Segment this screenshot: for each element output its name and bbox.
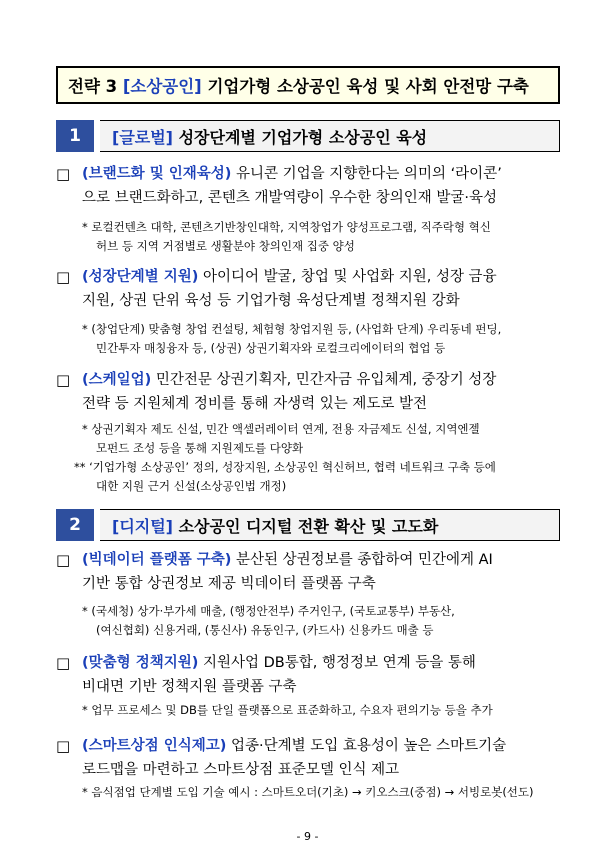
note-line: 모펀드 조성 등을 통해 지원제도를 다양화 [96,441,304,455]
bullet-custom-policy [56,651,564,699]
bullet-line2: 기반 통합 상권정보 제공 빅데이터 플랫폼 구축 [82,576,376,592]
note-line: * 로컬컨텐츠 대학, 콘텐츠기반창인대학, 지역창업가 양성프로그램, 직주락형 혁신 [82,220,491,234]
bullet-line2: 지원, 상권 단위 육성 등 기업가형 육성단계별 정책지원 강화 [82,293,460,309]
bullet-keyword: (맞춤형 정책지원) [82,655,199,671]
bullet-line2: 으로 브랜드화하고, 콘텐츠 개발역량이 우수한 창의인재 발굴·육성 [82,190,498,206]
bullet-brand [56,162,564,210]
note-line: * 음식점업 단계별 도입 기술 예시 : 스마트오더(기초) → 키오스크(중점) → 서빙로봇(선도) [82,785,534,799]
section-2-header [56,509,560,541]
strategy-title: 기업가형 소상공인 육성 및 사회 안전망 구축 [207,77,529,96]
bullet-line1: 업종·단계별 도입 효용성이 높은 스마트기술 [226,738,507,754]
section-2-title-box [100,509,560,541]
bullet-keyword: (스케일업) [82,372,152,388]
note-line: * (국세청) 상가·부가세 매출, (행정안전부) 주거인구, (국토교통부) 부동산, [82,604,455,618]
note-line: * 상권기획자 제도 신설, 민간 액셀러레이터 연계, 전용 자금제도 신설, 지역엔젤 [82,422,480,436]
bullet-line1: 아이디어 발굴, 창업 및 사업화 지원, 성장 금융 [198,269,497,285]
checkbox-marker: □ [56,165,71,183]
bullet-keyword: (성장단계별 지원) [82,269,199,285]
section-1-number: 1 [56,120,94,152]
bullet-line2: 로드맵을 마련하고 스마트상점 표준모델 인식 제고 [82,762,400,778]
note-line: * 업무 프로세스 및 DB를 단일 플랫폼으로 표준화하고, 수요자 편의기능 등을 추가 [82,703,493,717]
note-brand [82,218,562,256]
bullet-keyword: (브랜드화 및 인재육성) [82,166,232,182]
bullet-growth-stage [56,265,564,313]
bullet-line1: 유니콘 기업을 지향한다는 의미의 ‘라이콘’ [231,166,502,182]
section-1-tag: [글로벌] [112,127,173,147]
section-2-tag: [디지털] [112,516,173,536]
note-growth-stage [82,320,562,358]
bullet-line1: 지원사업 DB통합, 행정정보 연계 등을 통해 [198,655,476,671]
bullet-line2: 비대면 기반 정책지원 플랫폼 구축 [82,679,297,695]
bullet-line2: 전략 등 지원체계 정비를 통해 자생력 있는 제도로 발전 [82,396,428,412]
section-1-header [56,120,560,152]
checkbox-marker: □ [56,371,71,389]
note-line: (여신협회) 신용거래, (통신사) 유동인구, (카드사) 신용카드 매출 등 [96,623,434,637]
bullet-line1: 분산된 상권정보를 종합하여 민간에게 AI [231,552,493,568]
checkbox-marker: □ [56,654,71,672]
strategy-number: 전략 3 [68,77,118,96]
bullet-keyword: (스마트상점 인식제고) [82,738,227,754]
bullet-keyword: (빅데이터 플랫폼 구축) [82,552,232,568]
bullet-smart-store [56,734,564,782]
note-line: 허브 등 지역 거점별로 생활분야 창의인재 집중 양성 [96,239,355,253]
note-line: ** ‘기업가형 소상공인’ 정의, 성장지원, 소상공인 혁신허브, 협력 네트워크 구축 등에 [74,460,496,474]
note-custom-policy [82,701,562,720]
note-scaleup [74,420,562,496]
section-1-title-box [100,120,560,152]
bullet-scaleup [56,368,564,416]
section-2-title: 소상공인 디지털 전환 확산 및 고도화 [178,516,439,536]
bullet-line1: 민간전문 상권기획자, 민간자금 유입체계, 중장기 성장 [151,372,497,388]
checkbox-marker: □ [56,551,71,569]
checkbox-marker: □ [56,737,71,755]
note-line: 대한 지원 근거 신설(소상공인법 개정) [96,479,287,493]
note-smart-store [82,783,562,802]
note-line: * (창업단계) 맞춤형 창업 컨설팅, 체험형 창업지원 등, (사업화 단계) 우리동네 펀딩, [82,322,502,336]
bullet-bigdata [56,548,564,596]
section-2-number: 2 [56,509,94,541]
checkbox-marker: □ [56,268,71,286]
note-line: 민간투자 매칭융자 등, (상권) 상권기획자와 로컬크리에이터의 협업 등 [96,341,446,355]
page-number: - 9 - [296,830,319,843]
strategy-header [56,66,560,104]
note-bigdata [82,602,562,640]
section-1-title: 성장단계별 기업가형 소상공인 육성 [178,127,428,147]
strategy-tag: [소상공인] [122,77,202,96]
